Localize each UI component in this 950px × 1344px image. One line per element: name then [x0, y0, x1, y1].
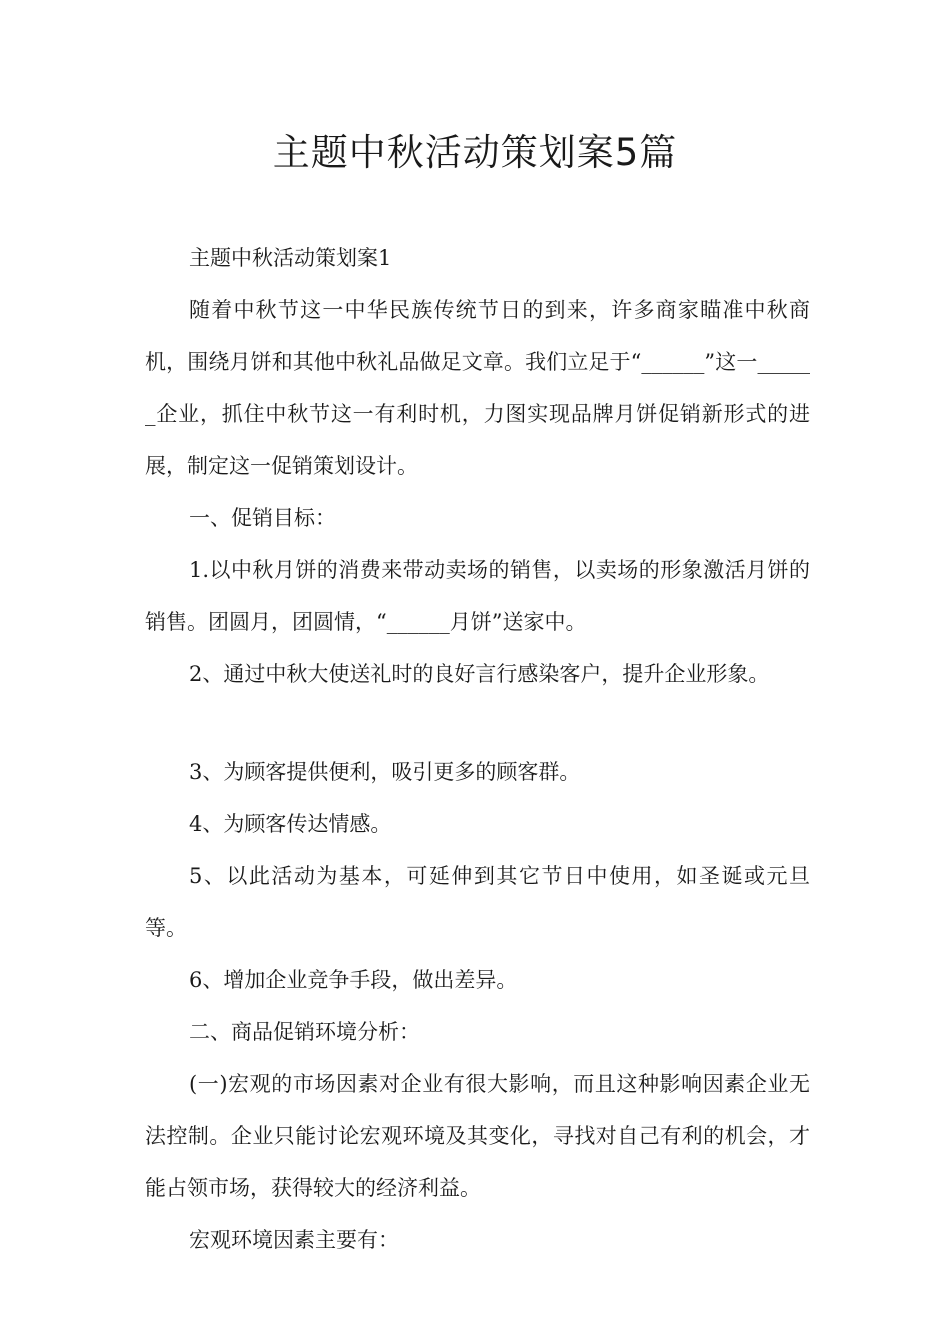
- document-title: 主题中秋活动策划案5篇: [272, 131, 678, 174]
- list-item: 1.以中秋月饼的消费来带动卖场的销售，以卖场的形象激活月饼的销售。团圆月，团圆情，“______月饼”送家中。: [145, 558, 810, 634]
- section-heading: 二、商品促销环境分析：: [189, 1020, 420, 1044]
- section-heading: 一、促销目标：: [189, 506, 336, 530]
- list-item: 2、通过中秋大使送礼时的良好言行感染客户，提升企业形象。: [189, 662, 770, 686]
- list-item: 4、为顾客传达情感。: [189, 812, 392, 836]
- section-heading: 主题中秋活动策划案1: [189, 246, 392, 270]
- list-item: 3、为顾客提供便利，吸引更多的顾客群。: [189, 760, 581, 784]
- body-paragraph: 宏观环境因素主要有：: [189, 1228, 399, 1252]
- list-item: 6、增加企业竞争手段，做出差异。: [189, 968, 518, 992]
- list-item: 5、以此活动为基本，可延伸到其它节日中使用，如圣诞或元旦等。: [145, 864, 810, 940]
- body-paragraph: (一)宏观的市场因素对企业有很大影响，而且这种影响因素企业无法控制。企业只能讨论宏观环境及其变化，寻找对自己有利的机会，才能占领市场，获得较大的经济利益。: [145, 1072, 810, 1200]
- document-body: [145, 232, 810, 1266]
- blank-line: [145, 700, 810, 746]
- body-paragraph: 随着中秋节这一中华民族传统节日的到来，许多商家瞄准中秋商机，围绕月饼和其他中秋礼品做足文章。我们立足于“______”这一______企业，抓住中秋节这一有利时机，力图实现品牌月饼促销新形式的进展，制定这一促销策划设计。: [145, 298, 810, 478]
